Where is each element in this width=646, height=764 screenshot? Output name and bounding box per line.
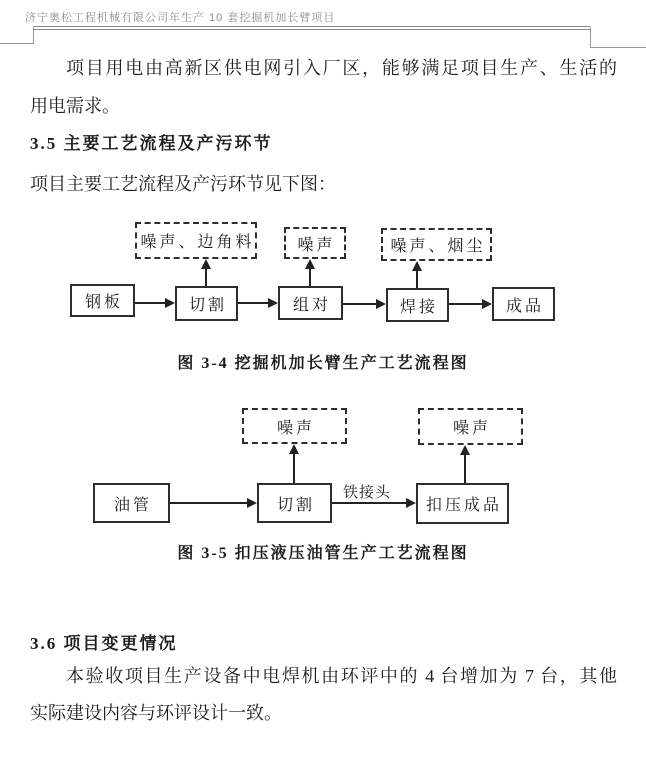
paragraph-power-supply-line1: 项目用电由高新区供电网引入厂区，能够满足项目生产、生活的: [66, 58, 617, 78]
arrow-right-icon: [449, 303, 490, 305]
emission-box-noise-scrap: 噪声、边角料: [135, 222, 257, 259]
arrow-right-icon: [332, 502, 414, 504]
process-box-welding: 焊接: [386, 288, 449, 322]
process-box-steel-plate: 钢板: [70, 284, 135, 317]
emission-box-noise-2: 噪声: [418, 408, 523, 445]
page-border-right-vertical: [590, 27, 591, 48]
section-heading-3-5: 3.5 主要工艺流程及产污环节: [30, 134, 273, 153]
arrow-right-icon: [238, 302, 276, 304]
emission-box-noise-fume: 噪声、烟尘: [381, 228, 492, 261]
page-border-left-horizontal: [0, 43, 33, 44]
process-box-oil-pipe: 油管: [93, 483, 170, 523]
paragraph-see-figure: 项目主要工艺流程及产污环节见下图：: [30, 174, 336, 194]
figure-caption-3-5: 图 3-5 扣压液压油管生产工艺流程图: [177, 545, 469, 562]
arrow-right-icon: [135, 302, 173, 304]
process-box-cutting: 切割: [175, 286, 238, 321]
paragraph-change-line2: 实际建设内容与环评设计一致。: [30, 703, 282, 723]
arrow-up-icon: [416, 263, 418, 288]
process-box-cutting-2: 切割: [257, 483, 332, 523]
arrow-right-icon: [170, 502, 255, 504]
process-box-assembly: 组对: [278, 286, 343, 320]
page-header-title: 济宁奥松工程机械有限公司年生产 10 套挖掘机加长臂项目: [25, 12, 336, 24]
flowchart-hydraulic-hose: [0, 400, 646, 535]
page-border-right-horizontal: [590, 47, 646, 48]
flowchart-excavator-arm: [0, 215, 646, 345]
header-rule-line: [33, 26, 590, 30]
arrow-up-icon: [464, 447, 466, 483]
section-heading-3-6: 3.6 项目变更情况: [30, 634, 178, 653]
page-border-left-vertical: [33, 27, 34, 44]
emission-box-noise-1: 噪声: [242, 408, 347, 444]
arrow-label-iron-joint: 铁接头: [343, 485, 392, 501]
process-box-product: 成品: [492, 287, 555, 321]
arrow-up-icon: [293, 446, 295, 483]
arrow-right-icon: [343, 303, 384, 305]
process-box-crimped-product: 扣压成品: [416, 483, 509, 524]
figure-caption-3-4: 图 3-4 挖掘机加长臂生产工艺流程图: [177, 355, 469, 372]
arrow-up-icon: [309, 261, 311, 286]
paragraph-power-supply-line2: 用电需求。: [30, 96, 120, 116]
arrow-up-icon: [205, 261, 207, 286]
paragraph-change-line1: 本验收项目生产设备中电焊机由环评中的 4 台增加为 7 台，其他: [66, 666, 617, 686]
emission-box-noise: 噪声: [284, 227, 346, 259]
